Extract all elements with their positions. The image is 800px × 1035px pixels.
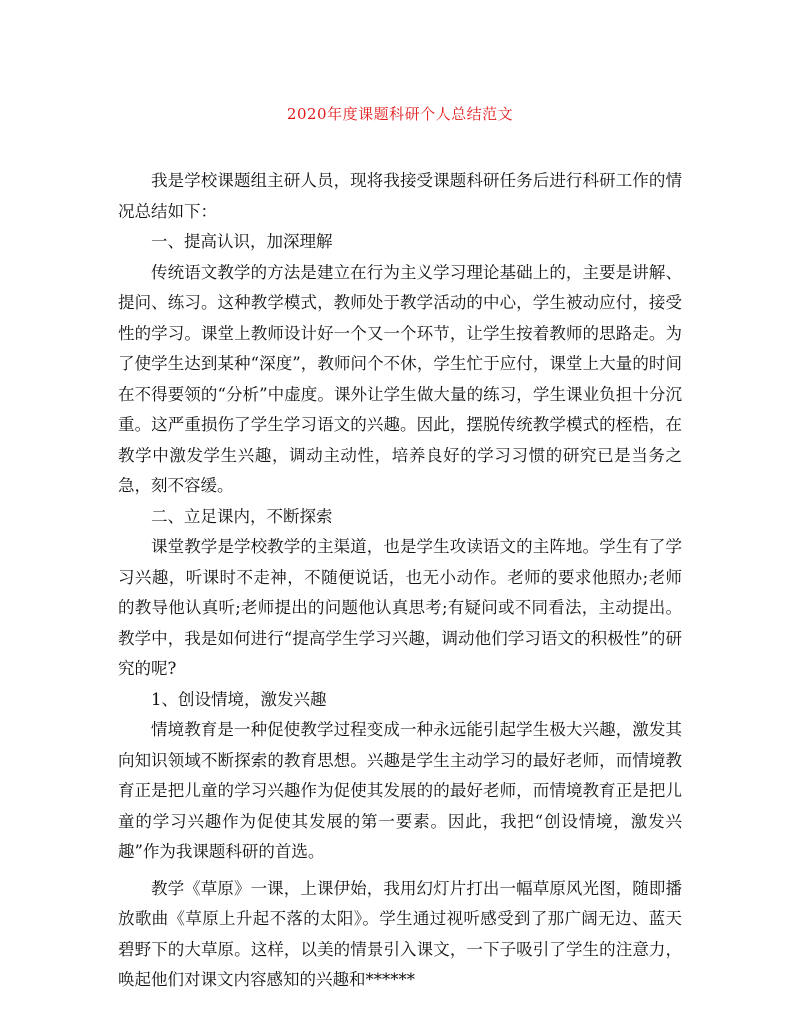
body-paragraph: 传统语文教学的方法是建立在行为主义学习理论基础上的，主要是讲解、提问、练习。这种教学模式，教师处于教学活动的中心，学生被动应付，接受性的学习。课堂上教师设计好一个又一个环节，让学生按着教师的思路走。为了使学生达到某种“深度”，教师问个不休，学生忙于应付，课堂上大量的时间在不得要领的“分析”中虚度。课外让学生做大量的练习，学生课业负担十分沉重。这严重损伤了学生学习语文的兴趣。因此，摆脱传统教学模式的桎梏，在教学中激发学生兴趣，调动主动性，培养良好的学习习惯的研究已是当务之急，刻不容缓。 <box>118 262 682 495</box>
intro-paragraph: 我是学校课题组主研人员，现将我接受课题科研任务后进行科研工作的情况总结如下： <box>118 171 682 221</box>
document-title: 2020年度课题科研个人总结范文 <box>286 105 514 123</box>
section-heading-2: 二、立足课内，不断探索 <box>151 506 333 526</box>
body-paragraph: 教学《草原》一课，上课伊始，我用幻灯片打出一幅草原风光图，随即播放歌曲《草原上升起不落的太阳》。学生通过视听感受到了那广阔无边、蓝天碧野下的大草原。这样，以美的情景引入课文，一下子吸引了学生的注意力，唤起他们对课文内容感知的兴趣和****** <box>118 878 682 989</box>
body-paragraph: 课堂教学是学校教学的主渠道，也是学生攻读语文的主阵地。学生有了学习兴趣，听课时不走神，不随便说话，也无小动作。老师的要求他照办;老师的教导他认真听;老师提出的问题他认真思考;有疑问或不同看法，主动提出。教学中，我是如何进行“提高学生学习兴趣，调动他们学习语文的积极性”的研究的呢? <box>118 537 682 678</box>
subsection-heading-1: 1、创设情境，激发兴趣 <box>151 689 327 709</box>
document-body <box>118 166 682 996</box>
body-paragraph: 情境教育是一种促使教学过程变成一种永远能引起学生极大兴趣，激发其向知识领域不断探索的教育思想。兴趣是学生主动学习的最好老师，而情境教育正是把儿童的学习兴趣作为促使其发展的的最好老师，而情境教育正是把儿童的学习兴趣作为促使其发展的第一要素。因此，我把“创设情境，激发兴趣”作为我课题科研的首选。 <box>118 720 682 861</box>
section-heading-1: 一、提高认识，加深理解 <box>151 232 333 251</box>
